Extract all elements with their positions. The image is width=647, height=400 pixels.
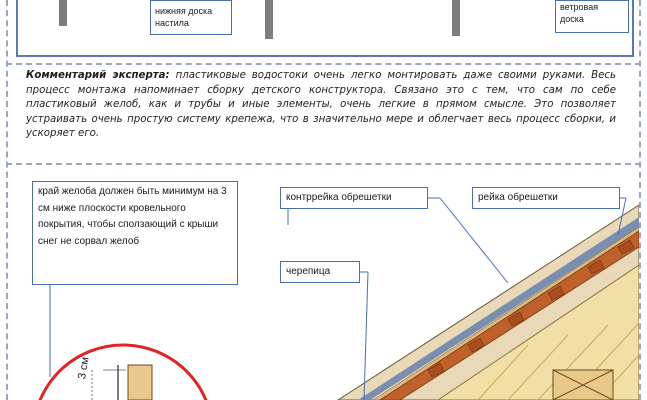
gutter-hook-bracket [452, 0, 460, 36]
expert-comment-text: пластиковые водостоки очень легко монтировать даже своими руками. Весь процесс монтажа напоминает сборку детского конструктора. Связано это с тем, что сам по себе пластиковый желоб, как и трубы и иные элементы, очень легкие в прямом смысле. Это позволяет устраивать очень простую систему крепежа, что в значительно мере и облегчает весь процесс сборки, и ускоряет его. [26, 70, 616, 140]
dimension-label: 3 см [76, 356, 92, 381]
top-diagram-panel [16, 0, 634, 57]
gutter-edge-note: край желоба должен быть минимум на 3 см ниже плоскости кровельного покрытия, чтобы сползающий с крыши снег не сорвал желоб [32, 181, 238, 285]
gutter-hook-bracket [59, 0, 67, 26]
gutter-hook-bracket [265, 0, 273, 39]
roof-eave-diagram [8, 165, 639, 400]
detail-fascia [128, 365, 152, 400]
tile-callout: черепица [280, 261, 360, 283]
expert-comment-label: Комментарий эксперта: [26, 70, 170, 81]
wind-board-callout: ветровая доска [555, 0, 629, 33]
divider [6, 63, 641, 65]
expert-comment [26, 69, 616, 142]
detail-highlight-circle [33, 345, 213, 400]
lower-board-callout: нижняя доска настила [150, 0, 232, 35]
counter-batten-callout: контррейка обрешетки [280, 187, 428, 209]
batten-callout: рейка обрешетки [472, 187, 620, 209]
